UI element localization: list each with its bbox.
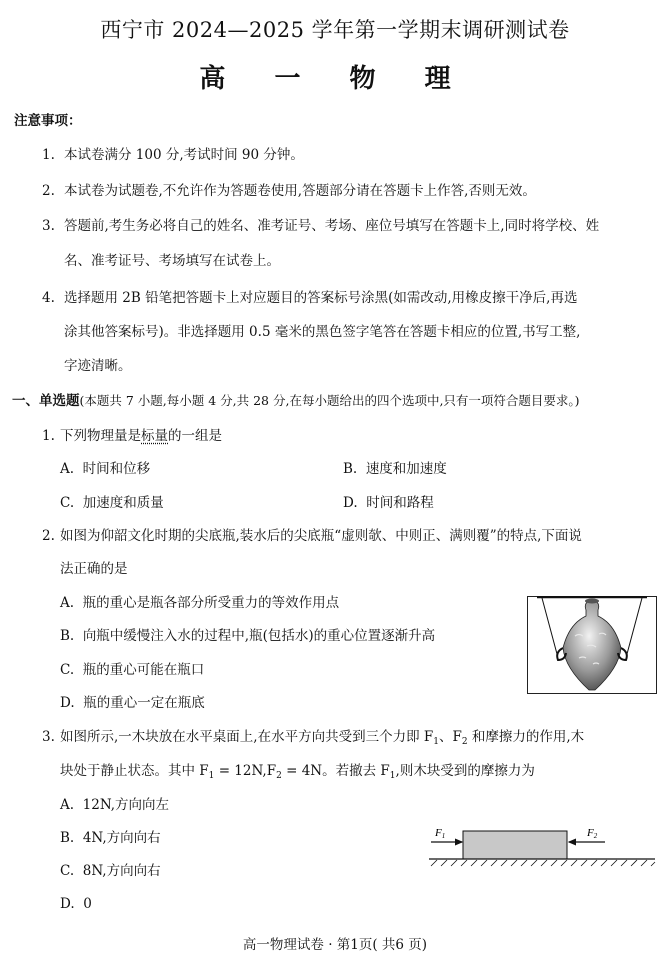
subscript: 1 <box>389 771 396 781</box>
option-d[interactable] <box>60 895 92 913</box>
exam-subject: 高 一 物 理 <box>199 64 471 94</box>
question-stem: 如图为仰韶文化时期的尖底瓶,装水后的尖底瓶“虚则欹、中则正、满则覆”的特点,下面说 <box>60 528 582 544</box>
option-text: 4N,方向向右 <box>82 830 161 846</box>
option-text: 时间和位移 <box>82 461 151 477</box>
f1-label: F1 <box>435 827 446 840</box>
note-number: 1. <box>42 147 55 163</box>
question-number: 3. <box>42 729 55 745</box>
wooden-block <box>463 831 567 859</box>
note-text: 涂其他答案标号)。非选择题用 0.5 毫米的黑色签字笔答在答题卡相应的位置,书写工整, <box>64 324 581 340</box>
option-text: 瓶的重心一定在瓶底 <box>83 695 205 711</box>
note-text: 字迹清晰。 <box>64 358 132 374</box>
option-d[interactable] <box>60 694 205 712</box>
question-stem: 法正确的是 <box>60 561 128 577</box>
option-label: D. <box>60 695 75 711</box>
option-text: 12N,方向向左 <box>82 797 170 813</box>
stem-text: = 4N。若撤去 F <box>281 763 390 779</box>
subscript: 1 <box>208 771 215 781</box>
subscript: 1 <box>433 737 439 747</box>
section-label: 一、单选题 <box>12 393 80 409</box>
option-a[interactable] <box>60 796 169 814</box>
option-b[interactable] <box>60 627 435 645</box>
subscript: 2 <box>461 737 468 747</box>
question-stem <box>60 762 535 785</box>
option-b[interactable] <box>343 460 447 478</box>
option-text: 加速度和质量 <box>82 495 164 511</box>
stem-text: 块处于静止状态。其中 F <box>60 763 209 779</box>
question-stem <box>60 427 222 445</box>
stem-text: 的一组是 <box>168 428 222 444</box>
page-footer: 高一物理试卷 · 第1页( 共6 页) <box>242 937 428 953</box>
option-label: D. <box>60 896 75 912</box>
note-text: 答题前,考生务必将自己的姓名、准考证号、考场、座位号填写在答题卡上,同时将学校、姓 <box>64 218 600 234</box>
note-number: 2. <box>42 183 55 199</box>
notes-heading: 注意事项： <box>14 113 82 129</box>
option-a[interactable] <box>60 460 150 478</box>
option-b[interactable] <box>60 829 161 847</box>
f2-label: F2 <box>587 827 598 840</box>
option-label: C. <box>60 863 75 879</box>
section-heading <box>12 392 580 410</box>
option-label: D. <box>343 495 358 511</box>
stem-text: = 12N,F <box>214 763 277 779</box>
stem-emphasis: 标量 <box>141 428 168 444</box>
note-number: 4. <box>42 290 55 306</box>
note-text: 本试卷为试题卷,不允许作为答题卷使用,答题部分请在答题卡上作答,否则无效。 <box>64 183 536 199</box>
note-text: 选择题用 2B 铅笔把答题卡上对应题目的答案标号涂黑(如需改动,用橡皮擦干净后,再选 <box>64 290 578 306</box>
note-number: 3. <box>42 218 55 234</box>
option-text: 8N,方向向右 <box>82 863 161 879</box>
question-stem <box>60 728 584 751</box>
question-number: 1. <box>42 428 55 444</box>
option-label: A. <box>60 595 75 611</box>
option-text: 向瓶中缓慢注入水的过程中,瓶(包括水)的重心位置逐渐升高 <box>82 628 436 644</box>
option-c[interactable] <box>60 494 164 512</box>
option-text: 速度和加速度 <box>365 461 447 477</box>
option-c[interactable] <box>60 661 204 679</box>
option-label: B. <box>343 461 358 477</box>
option-label: A. <box>60 461 75 477</box>
question-number: 2. <box>42 528 55 544</box>
stem-text: 下列物理量是 <box>60 428 141 444</box>
option-c[interactable] <box>60 862 161 880</box>
note-text: 本试卷满分 100 分,考试时间 90 分钟。 <box>64 147 304 163</box>
stem-text: 、F <box>438 729 462 745</box>
pointed-bottle-figure <box>527 596 657 694</box>
option-label: A. <box>60 797 75 813</box>
table-hatching <box>431 860 655 866</box>
option-label: B. <box>60 628 75 644</box>
subscript: 2 <box>276 771 282 781</box>
option-text: 时间和路程 <box>366 495 434 511</box>
exam-title: 西宁市 2024—2025 学年第一学期末调研测试卷 <box>100 18 570 42</box>
option-d[interactable] <box>343 494 434 512</box>
block-forces-figure <box>427 822 657 870</box>
option-text: 0 <box>83 896 92 912</box>
stem-text: 如图所示,一木块放在水平桌面上,在水平方向共受到三个力即 F <box>60 729 434 745</box>
section-description: (本题共 7 小题,每小题 4 分,共 28 分,在每小题给出的四个选项中,只有一项符合题目要求。) <box>79 393 580 408</box>
option-text: 瓶的重心是瓶各部分所受重力的等效作用点 <box>82 595 340 611</box>
option-label: C. <box>60 662 75 678</box>
stem-text: 和摩擦力的作用,木 <box>467 729 585 745</box>
option-a[interactable] <box>60 594 339 612</box>
option-text: 瓶的重心可能在瓶口 <box>82 662 205 678</box>
note-text: 名、准考证号、考场填写在试卷上。 <box>64 253 280 269</box>
option-label: B. <box>60 830 75 846</box>
option-label: C. <box>60 495 75 511</box>
stem-text: ,则木块受到的摩擦力为 <box>395 763 535 779</box>
